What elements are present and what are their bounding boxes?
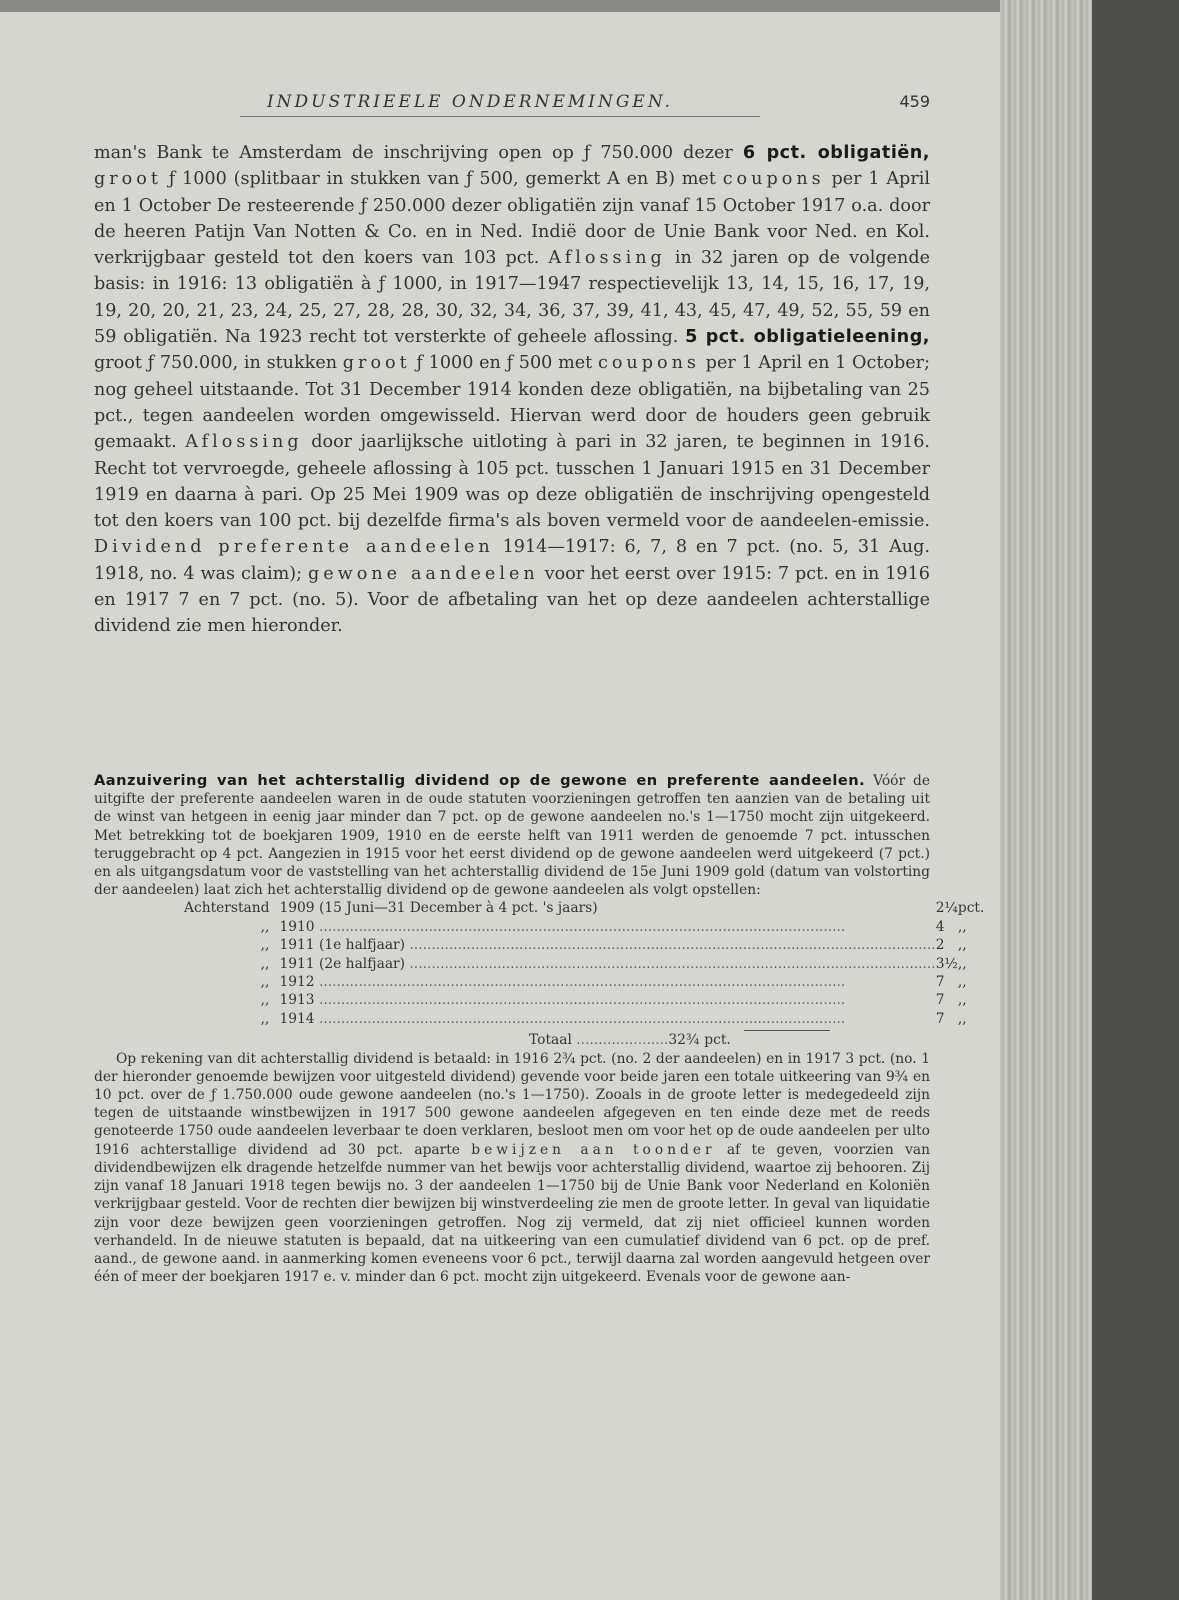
text-run: door jaarlijksche uitloting à pari in 32 jaren, te beginnen in 1916. Recht tot vervroegde, geheele aflossing à 105 pct. tusschen 1 Januari 1915 en 31 December 1919 en daarna à pari. Op 25 Mei 1909 was op deze obligatiën de inschrijving opengesteld tot den koers van 100 pct. bij dezelfde firma's als boven vermeld voor de aandeelen-emissie. [94,432,930,532]
row-label: Achterstand [184,900,270,917]
spaced-term: Dividend preferente aandeelen [94,537,494,558]
row-value: 4 [935,918,945,935]
row-value: 2 [935,937,945,954]
row-desc [279,973,935,991]
row-note: (15 Juni—31 December à 4 pct. 's jaars) [318,900,598,917]
row-unit: ,, [957,974,967,991]
row-desc [279,991,935,1009]
row-unit: ,, [957,937,967,954]
section-heading: Aanzuivering van het achterstallig dividend op de gewone en preferente aandeelen. [94,772,866,789]
text-run: af te geven, voorzien van dividendbewijzen elk dragende hetzelfde nummer van het bewijs voor achterstallig dividend, waartoe zij behooren. Zij zijn vanaf 18 Januari 1918 tegen bewijs no. 3 der aandeelen 1—1750 bij de Unie Bank voor Nederland en Koloniën verkrijgbaar gesteld. Voor de rechten dier bewijzen bij winstverdeeling zie men de groote letter. In geval van liquidatie zijn voor deze bewijzen geen voorzieningen getroffen. Nog zij vermeld, dat zij niet officieel kunnen worden verhandeld. In de nieuwe statuten is bepaald, dat na uitkeering van een cumulatief dividend van 6 pct. op de pref. aand., de gewone aand. in aanmerking komen eveneens voor 6 pct., terwijl daarna zal worden aangevuld hetgeen over één of meer der boekjaren 1917 e. v. minder dan 6 pct. mocht zijn uitgekeerd. Evenals voor de gewone aan- [94,1141,930,1286]
bold-term-5pct: 5 pct. obligatieleening, [685,327,930,348]
row-label: ,, [260,992,270,1009]
row-desc [279,936,935,954]
row-year: 1911 [279,937,315,954]
paragraph-obligations [94,140,930,640]
row-desc [279,918,935,936]
table-row [184,918,984,936]
text-run: Op rekening van dit achterstallig dividend is betaald: in 1916 2¾ pct. (no. 2 der aandeelen) en in 1917 3 pct. (no. 1 der hieronder genoemde bewijzen voor uitgesteld dividend) gevende voor beide jaren een totale uitkeering van 9¾ en 10 pct. over de ƒ 1.750.000 oude gewone aandeelen (no.'s 1—1750). Zooals in de groote letter is medegedeeld zijn tegen de uitstaande winstbewijzen in 1917 500 gewone aandeelen afgegeven en ten einde deze met de reeds genoteerde 1750 oude aandeelen leverbaar te doen verklaren, besloot men om voor het op de oude aandeelen per ulto 1916 achterstallige dividend ad 30 pct. aparte [94,1050,930,1158]
row-year: 1909 [279,900,315,917]
text-run: per 1 April en 1 October De resteerende ƒ 250.000 dezer obligatiën zijn vanaf 15 October 1917 o.a. door de heeren Patijn Van Notten & Co. en in Ned. Indië door de Unie Bank voor Ned. en Kol. verkrijgbaar gesteld tot den koers van 103 pct. [94,169,930,269]
text-run: ƒ 1000 (splitbaar in stukken van ƒ 500, gemerkt A en B) met [161,169,723,190]
spaced-term: bewijzen aan toonder [471,1141,716,1158]
row-label: ,, [260,955,270,972]
total-spacer [184,1031,304,1049]
row-note: (1e halfjaar) [318,937,406,954]
total-rule [744,1030,830,1031]
row-year: 1913 [279,992,315,1009]
row-label: ,, [260,974,270,991]
spaced-term: Aflossing [185,432,303,453]
spaced-term: coupons [597,353,700,374]
arrears-table [184,899,984,1028]
row-label: ,, [260,1010,270,1027]
row-value: 7 [935,1010,945,1027]
text-run: voor het eerst over 1915: 7 pct. en in 1916 en 1917 7 en 7 pct. (no. 5). Voor de afbetaling van het op deze aandeelen achterstallige dividend zie men hieronder. [94,563,930,637]
page-top-shadow [0,0,1040,12]
text-run: per 1 April en 1 October; nog geheel uitstaande. Tot 31 December 1914 konden deze obligatiën, na bijbetaling van 25 pct., tegen aandeelen worden omgewisseld. Hiervan werd door de houders geen gebruik gemaakt. [94,353,931,453]
row-unit: ,, [957,992,967,1009]
table-row [184,899,984,917]
row-year: 1910 [279,918,315,935]
row-value: 3½ [935,955,958,972]
row-unit: pct. [957,900,985,917]
text-run: 1914—1917: 6, 7, 8 en 7 pct. (no. 5, 31 Aug. 1918, no. 4 was claim); [94,537,930,584]
row-desc [279,955,935,973]
total-label-cell [304,1031,669,1049]
row-label: ,, [260,937,270,954]
text-run: Vóór de uitgifte der preferente aandeelen waren in de oude statuten voorzieningen getroffen ten aanzien van de betaling uit de winst van hetgeen in eenig jaar minder dan 7 pct. op de gewone aandeelen no.'s 1—1750 mocht zijn uitgekeerd. Met betrekking tot de boekjaren 1909, 1910 en de eerste helft van 1911 werden de genoemde 7 pct. intusschen teruggebracht op 4 pct. Aangezien in 1915 voor het eerst dividend op de gewone aandeelen werd uitgekeerd (7 pct.) en als uitgangsdatum voor de vaststelling van het achterstallig dividend de 15e Juni 1909 gold (datum van volstorting der aandeelen) laat zich het achterstallig dividend op de gewone aandeelen als volgt opstellen: [94,773,930,899]
row-value: 7 [935,974,945,991]
total-unit: pct. [704,1032,731,1049]
spaced-term: gewone aandeelen [307,563,539,584]
table-row [184,936,984,954]
text-run: in 32 jaren op de volgende basis: in 1916: 13 obligatiën à ƒ 1000, in 1917—1947 respectievelijk 13, 14, 15, 16, 17, 19, 19, 20, 20, 21, 23, 24, 25, 27, 28, 28, 30, 32, 34, 36, 37, 39, 41, 43, 45, 47, 49, 52, 55, 59 en 59 obligatiën. Na 1923 recht tot versterkte of geheele aflossing. [94,248,930,348]
table-row [184,1010,984,1028]
table-row [184,991,984,1009]
page-header [60,92,930,118]
total-table [184,1031,744,1049]
spaced-term: Aflossing [548,248,666,269]
row-note: (2e halfjaar) [318,955,406,972]
total-dots: ..................... [576,1032,669,1049]
total-label: Totaal [529,1032,572,1049]
row-value: 7 [935,992,945,1009]
text-run: man's Bank te Amsterdam de inschrijving open op ƒ 750.000 dezer [94,143,743,163]
row-value: 2¼ [935,900,958,917]
total-value: 32¾ [668,1032,700,1049]
text-run: groot ƒ 750.000, in stukken [94,353,343,374]
spaced-term: groot [342,353,411,374]
row-desc [279,1010,935,1028]
spaced-term: coupons [722,169,825,190]
row-unit: ,, [957,1010,967,1027]
table-row [184,955,984,973]
header-rule [240,116,760,117]
total-row [184,1031,744,1049]
row-year: 1912 [279,974,315,991]
bold-term-6pct: 6 pct. obligatiën, [742,143,930,163]
page-number: 459 [899,92,930,111]
row-year: 1911 [279,955,315,972]
spaced-term: groot [94,169,162,190]
main-text [94,140,930,640]
row-unit: ,, [957,955,967,972]
row-desc [279,899,935,917]
paragraph-aanzuivering [94,772,930,899]
row-label: ,, [260,918,270,935]
row-unit: ,, [957,918,967,935]
book-cover-edge [1092,0,1179,1600]
row-year: 1914 [279,1010,315,1027]
text-run: ƒ 1000 en ƒ 500 met [410,353,598,374]
small-print-section [94,772,985,1286]
paragraph-payments [94,1050,930,1287]
table-row [184,973,984,991]
running-title: INDUSTRIEELE ONDERNEMINGEN. [266,92,674,112]
